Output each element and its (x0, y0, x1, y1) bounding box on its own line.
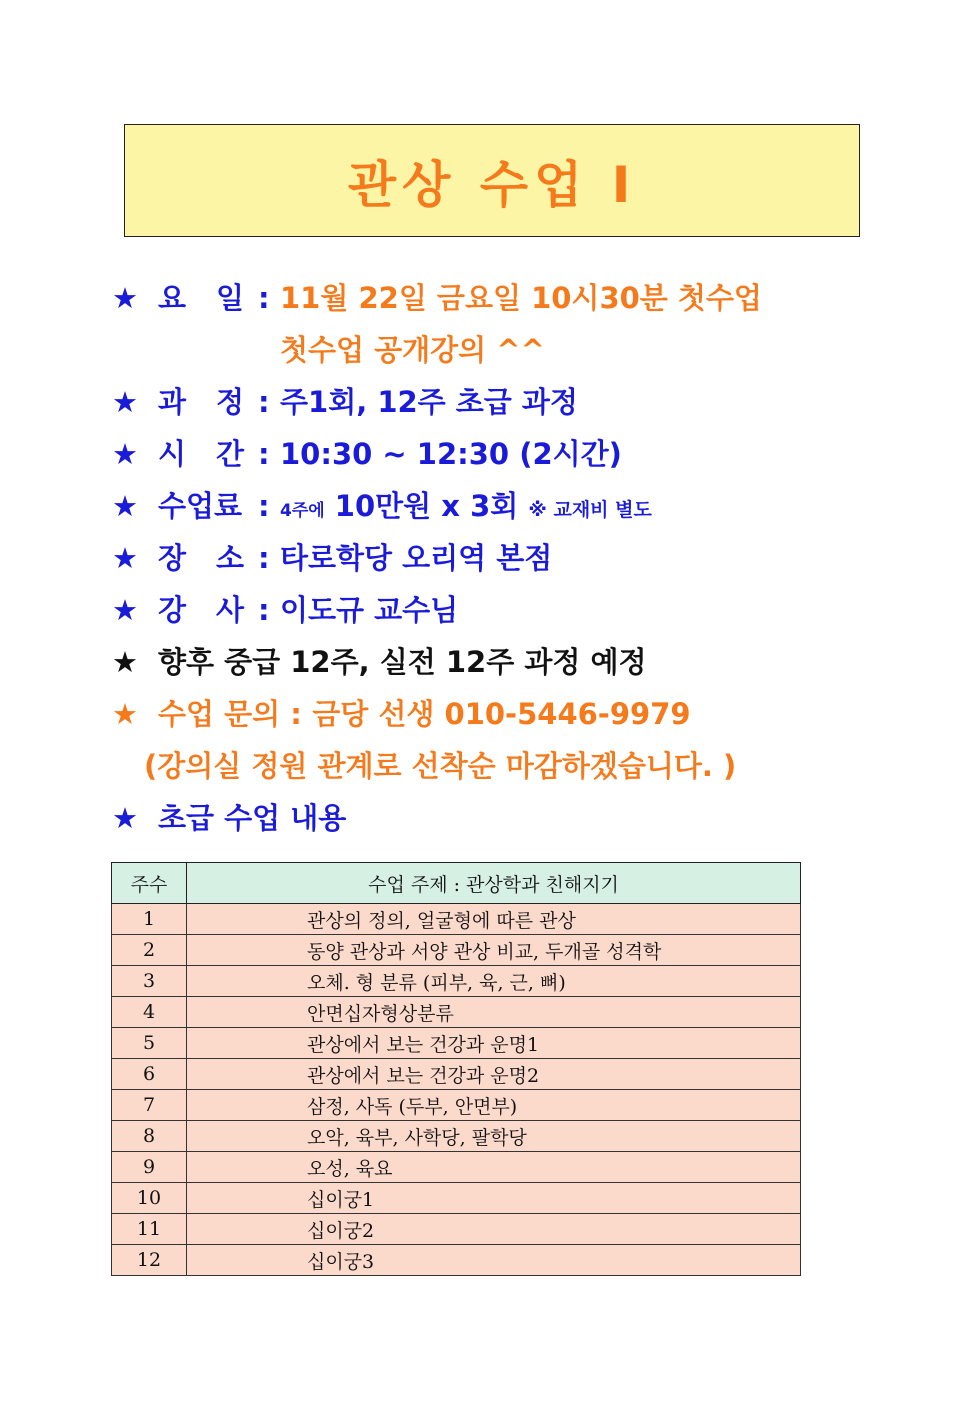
table-row (112, 1183, 801, 1214)
week-cell: 1 (112, 904, 187, 935)
table-row (112, 966, 801, 997)
topic-cell: 삼정, 사독 (두부, 안면부) (187, 1090, 801, 1121)
topic-cell: 관상에서 보는 건강과 운명2 (187, 1059, 801, 1090)
week-cell: 7 (112, 1090, 187, 1121)
week-cell: 2 (112, 935, 187, 966)
time-label: 시 간 (158, 437, 244, 471)
week-header: 주수 (112, 863, 187, 904)
week-cell: 10 (112, 1183, 187, 1214)
inquiry-row: ★ 수업 문의 : 금당 선생 010-5446-9979 (112, 688, 952, 740)
star-icon: ★ (112, 489, 138, 523)
schedule-note: 첫수업 공개강의 ^^ (280, 333, 545, 367)
topic-cell: 오성, 육요 (187, 1152, 801, 1183)
week-cell: 11 (112, 1214, 187, 1245)
info-section (112, 272, 952, 844)
week-cell: 8 (112, 1121, 187, 1152)
week-cell: 12 (112, 1245, 187, 1276)
topic-cell: 관상의 정의, 얼굴형에 따른 관상 (187, 904, 801, 935)
topic-cell: 십이궁3 (187, 1245, 801, 1276)
future-row (112, 636, 952, 688)
time-row: ★ 시 간 : 10:30 ~ 12:30 (2시간) (112, 428, 952, 480)
fee-main: 10만원 x 3회 (334, 489, 519, 523)
topic-cell: 십이궁2 (187, 1214, 801, 1245)
instructor-value: 이도규 교수님 (280, 593, 459, 627)
table-row (112, 997, 801, 1028)
week-cell: 4 (112, 997, 187, 1028)
topic-cell: 십이궁1 (187, 1183, 801, 1214)
week-cell: 3 (112, 966, 187, 997)
table-row (112, 904, 801, 935)
star-icon: ★ (112, 645, 138, 679)
table-row (112, 1090, 801, 1121)
instructor-row: ★ 강 사 : 이도규 교수님 (112, 584, 952, 636)
star-icon: ★ (112, 385, 138, 419)
inquiry-label: 수업 문의 (158, 697, 281, 731)
star-icon: ★ (112, 697, 138, 731)
topic-cell: 동양 관상과 서양 관상 비교, 두개골 성격학 (187, 935, 801, 966)
page-title: 관상 수업 Ⅰ (347, 155, 637, 214)
schedule-value: 11월 22일 금요일 10시30분 첫수업 (280, 281, 762, 315)
topic-cell: 안면십자형상분류 (187, 997, 801, 1028)
topic-header: 수업 주제 : 관상학과 친해지기 (187, 863, 801, 904)
table-header-row (112, 863, 801, 904)
fee-prefix: 4주에 (280, 501, 325, 521)
table-row (112, 1245, 801, 1276)
course-label: 과 정 (158, 385, 244, 419)
week-cell: 9 (112, 1152, 187, 1183)
place-label: 장 소 (158, 541, 244, 575)
table-row (112, 935, 801, 966)
schedule-label: 요 일 (158, 281, 244, 315)
topic-cell: 오악, 육부, 사학당, 팔학당 (187, 1121, 801, 1152)
star-icon: ★ (112, 593, 138, 627)
schedule-row: ★ 요 일 : 11월 22일 금요일 10시30분 첫수업 (112, 272, 952, 324)
inquiry-value: 금당 선생 010-5446-9979 (312, 697, 691, 731)
week-cell: 5 (112, 1028, 187, 1059)
fee-row: ★ 수업료 : 4주에 10만원 x 3회 ※ 교재비 별도 (112, 480, 952, 532)
table-row (112, 1059, 801, 1090)
fee-label: 수업료 (158, 489, 243, 523)
future-value: 향후 중급 12주, 실전 12주 과정 예정 (158, 645, 647, 679)
course-row: ★ 과 정 : 주1회, 12주 초급 과정 (112, 376, 952, 428)
star-icon: ★ (112, 801, 138, 835)
table-row (112, 1214, 801, 1245)
place-row: ★ 장 소 : 타로학당 오리역 본점 (112, 532, 952, 584)
title-banner (124, 124, 860, 237)
curriculum-table (111, 862, 801, 1276)
place-value: 타로학당 오리역 본점 (280, 541, 553, 575)
course-value: 주1회, 12주 초급 과정 (280, 385, 578, 419)
star-icon: ★ (112, 281, 138, 315)
table-row (112, 1121, 801, 1152)
topic-cell: 오체. 형 분류 (피부, 육, 근, 뼈) (187, 966, 801, 997)
fee-note: ※ 교재비 별도 (528, 499, 652, 521)
instructor-label: 강 사 (158, 593, 244, 627)
week-cell: 6 (112, 1059, 187, 1090)
topic-cell: 관상에서 보는 건강과 운명1 (187, 1028, 801, 1059)
star-icon: ★ (112, 437, 138, 471)
star-icon: ★ (112, 541, 138, 575)
time-value: 10:30 ~ 12:30 (2시간) (280, 437, 622, 471)
table-row (112, 1028, 801, 1059)
notice-row: (강의실 정원 관계로 선착순 마감하겠습니다. ) (144, 749, 737, 783)
table-row (112, 1152, 801, 1183)
content-heading-row (112, 792, 952, 844)
content-heading: 초급 수업 내용 (158, 801, 347, 835)
